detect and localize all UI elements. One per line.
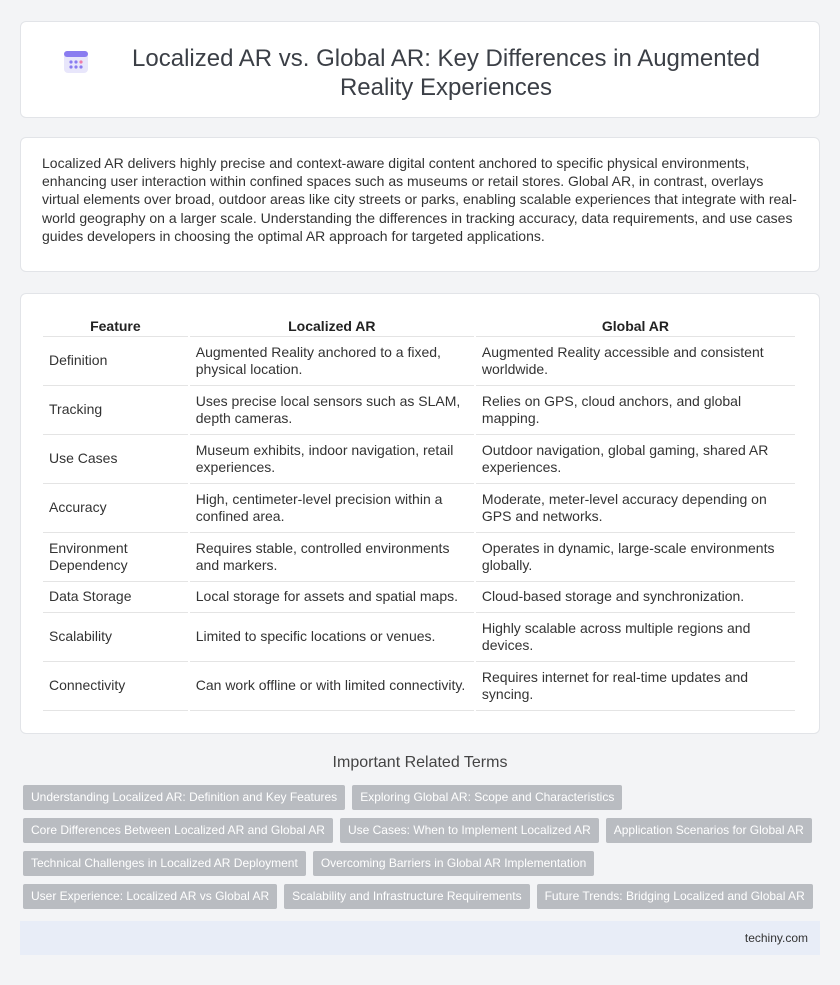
page-title: Localized AR vs. Global AR: Key Differences in Augmented Reality Experiences (132, 45, 760, 101)
cell-global: Cloud-based storage and synchronization. (476, 582, 795, 613)
related-term-tag[interactable]: Exploring Global AR: Scope and Characteristics (352, 785, 622, 810)
cell-feature: Accuracy (43, 484, 188, 533)
table-row (43, 613, 795, 662)
cell-localized: Uses precise local sensors such as SLAM, depth cameras. (190, 386, 474, 435)
related-term-tag[interactable]: User Experience: Localized AR vs Global AR (23, 884, 277, 909)
comparison-table-card (20, 293, 820, 734)
cell-global: Requires internet for real-time updates and syncing. (476, 662, 795, 711)
cell-localized: Can work offline or with limited connectivity. (190, 662, 474, 711)
intro-text: Localized AR delivers highly precise and context-aware digital content anchored to specific physical environments, enhancing user interaction within confined spaces such as museums or retail stores. Global AR, in contrast, overlays virtual elements over broad, outdoor areas like city streets or parks, enabling scalable experiences that integrate with real-world geography on a larger scale. Understanding the differences in tracking accuracy, data requirements, and use cases guides developers in choosing the optimal AR approach for targeted applications. (42, 155, 797, 244)
cell-global: Augmented Reality accessible and consistent worldwide. (476, 337, 795, 386)
comparison-table (41, 312, 797, 711)
cell-localized: Augmented Reality anchored to a fixed, physical location. (190, 337, 474, 386)
footer-site-link[interactable]: techiny.com (744, 931, 808, 945)
cell-localized: Requires stable, controlled environments and markers. (190, 533, 474, 582)
cell-feature: Environment Dependency (43, 533, 188, 582)
header-localized-ar: Localized AR (190, 312, 474, 337)
table-row (43, 662, 795, 711)
table-row (43, 484, 795, 533)
cell-feature: Connectivity (43, 662, 188, 711)
related-term-tag[interactable]: Understanding Localized AR: Definition and Key Features (23, 785, 345, 810)
intro-card (20, 137, 820, 272)
footer (20, 921, 820, 955)
cell-localized: High, centimeter-level precision within a confined area. (190, 484, 474, 533)
related-term-tag[interactable]: Core Differences Between Localized AR and Global AR (23, 818, 333, 843)
cell-localized: Local storage for assets and spatial maps. (190, 582, 474, 613)
table-row (43, 435, 795, 484)
related-term-tag[interactable]: Use Cases: When to Implement Localized AR (340, 818, 599, 843)
cell-localized: Museum exhibits, indoor navigation, retail experiences. (190, 435, 474, 484)
cell-feature: Tracking (43, 386, 188, 435)
cell-feature: Data Storage (43, 582, 188, 613)
table-row (43, 533, 795, 582)
cell-global: Highly scalable across multiple regions and devices. (476, 613, 795, 662)
cell-feature: Scalability (43, 613, 188, 662)
related-term-tag[interactable]: Technical Challenges in Localized AR Deployment (23, 851, 306, 876)
related-term-tag[interactable]: Future Trends: Bridging Localized and Global AR (537, 884, 813, 909)
calendar-grid-icon (61, 46, 91, 76)
cell-feature: Definition (43, 337, 188, 386)
cell-localized: Limited to specific locations or venues. (190, 613, 474, 662)
cell-global: Relies on GPS, cloud anchors, and global mapping. (476, 386, 795, 435)
header-feature: Feature (43, 312, 188, 337)
table-row (43, 582, 795, 613)
related-term-tag[interactable]: Application Scenarios for Global AR (606, 818, 812, 843)
table-row (43, 337, 795, 386)
cell-feature: Use Cases (43, 435, 188, 484)
header-card (20, 21, 820, 118)
cell-global: Outdoor navigation, global gaming, shared AR experiences. (476, 435, 795, 484)
related-term-tag[interactable]: Overcoming Barriers in Global AR Implementation (313, 851, 594, 876)
related-terms-title: Important Related Terms (332, 754, 508, 771)
cell-global: Moderate, meter-level accuracy depending on GPS and networks. (476, 484, 795, 533)
table-row (43, 386, 795, 435)
related-terms-list (23, 785, 823, 917)
related-term-tag[interactable]: Scalability and Infrastructure Requirements (284, 884, 529, 909)
cell-global: Operates in dynamic, large-scale environments globally. (476, 533, 795, 582)
header-global-ar: Global AR (476, 312, 795, 337)
